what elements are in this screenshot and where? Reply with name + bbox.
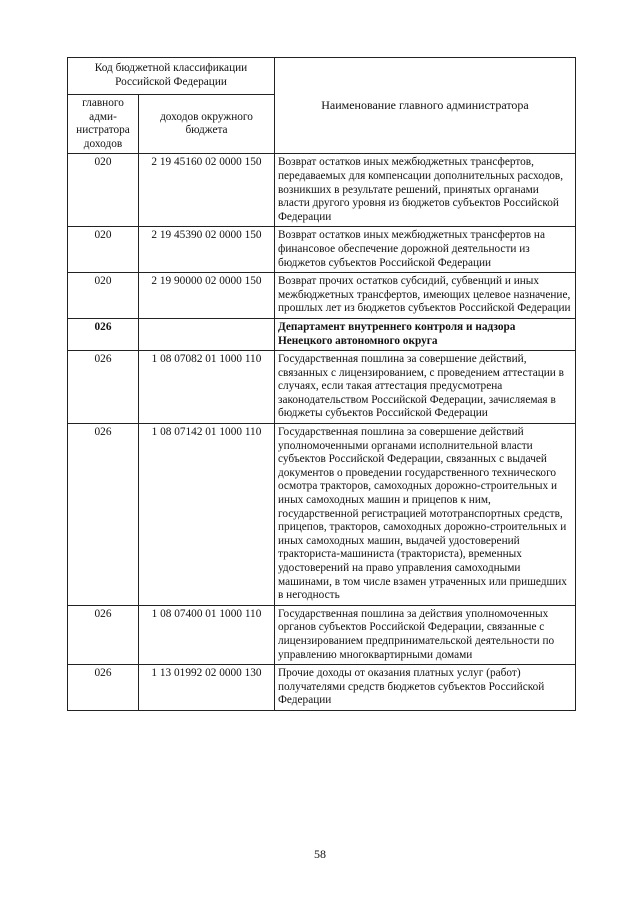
income-code-cell: 2 19 90000 02 0000 150 — [139, 273, 275, 319]
admin-name-cell: Департамент внутреннего контроля и надзора Ненецкого автономного округа — [275, 318, 576, 350]
admin-name-cell: Государственная пошлина за действия уполномоченных органов субъектов Российской Федерации, связанные с лицензированием предпринимательской деятельности по управлению многоквартирными домами — [275, 605, 576, 664]
admin-name-cell: Прочие доходы от оказания платных услуг (работ) получателями средств бюджетов субъектов Российской Федерации — [275, 665, 576, 711]
admin-name-cell: Возврат прочих остатков субсидий, субвенций и иных межбюджетных трансфертов, имеющих целевое назначение, прошлых лет из бюджетов субъектов Российской Федерации — [275, 273, 576, 319]
income-code-cell: 1 13 01992 02 0000 130 — [139, 665, 275, 711]
admin-name-cell: Возврат остатков иных межбюджетных трансфертов, передаваемых для компенсации дополнительных расходов, возникших в результате решений, принятых органами власти другого уровня из бюджетов субъектов Российской Федерации — [275, 154, 576, 227]
header-main-admin: главного адми-нистратора доходов — [68, 95, 139, 154]
income-code-cell: 2 19 45160 02 0000 150 — [139, 154, 275, 227]
admin-code-cell: 026 — [68, 665, 139, 711]
income-code-cell: 2 19 45390 02 0000 150 — [139, 227, 275, 273]
admin-name-cell: Государственная пошлина за совершение действий уполномоченными органами исполнительной власти субъектов Российской Федерации, связанных с выдачей документов о проведении государственного технического осмотра тракторов, самоходных дорожно-строительных и иных самоходных машин и прицепов к ним, государственной регистрацией мототранспортных средств, прицепов, тракторов, самоходных дорожно-строительных и иных самоходных машин, выдачей удостоверений тракториста-машиниста (тракториста), временных удостоверений на право управления самоходными машинами, в том числе взамен утраченных или пришедших в негодность — [275, 424, 576, 606]
table-header-row-1 — [68, 58, 576, 95]
admin-code-cell: 026 — [68, 318, 139, 350]
admin-code-cell: 020 — [68, 273, 139, 319]
income-code-cell: 1 08 07400 01 1000 110 — [139, 605, 275, 664]
page-number: 58 — [314, 847, 326, 861]
admin-code-cell: 020 — [68, 227, 139, 273]
table-row — [68, 227, 576, 273]
admin-code-cell: 026 — [68, 424, 139, 606]
income-code-cell: 1 08 07082 01 1000 110 — [139, 351, 275, 424]
table-row — [68, 665, 576, 711]
income-code-cell: 1 08 07142 01 1000 110 — [139, 424, 275, 606]
table-row — [68, 605, 576, 664]
table-row — [68, 154, 576, 227]
header-group-label: Код бюджетной классификации Российской Федерации — [68, 58, 275, 95]
admin-code-cell: 026 — [68, 351, 139, 424]
admin-code-cell: 020 — [68, 154, 139, 227]
header-admin-name: Наименование главного администратора — [275, 58, 576, 154]
table-row — [68, 424, 576, 606]
table-row-section-heading — [68, 318, 576, 350]
admin-name-cell: Возврат остатков иных межбюджетных трансфертов на финансовое обеспечение дорожной деятельности из бюджетов субъектов Российской Федерации — [275, 227, 576, 273]
table-row — [68, 351, 576, 424]
header-district-income: доходов окружного бюджета — [139, 95, 275, 154]
admin-code-cell: 026 — [68, 605, 139, 664]
table-row — [68, 273, 576, 319]
admin-name-cell: Государственная пошлина за совершение действий, связанных с лицензированием, с проведением аттестации в случаях, если такая аттестация предусмотрена законодательством Российской Федерации, зачисляемая в бюджеты субъектов Российской Федерации — [275, 351, 576, 424]
budget-classification-table — [67, 57, 576, 711]
income-code-cell — [139, 318, 275, 350]
